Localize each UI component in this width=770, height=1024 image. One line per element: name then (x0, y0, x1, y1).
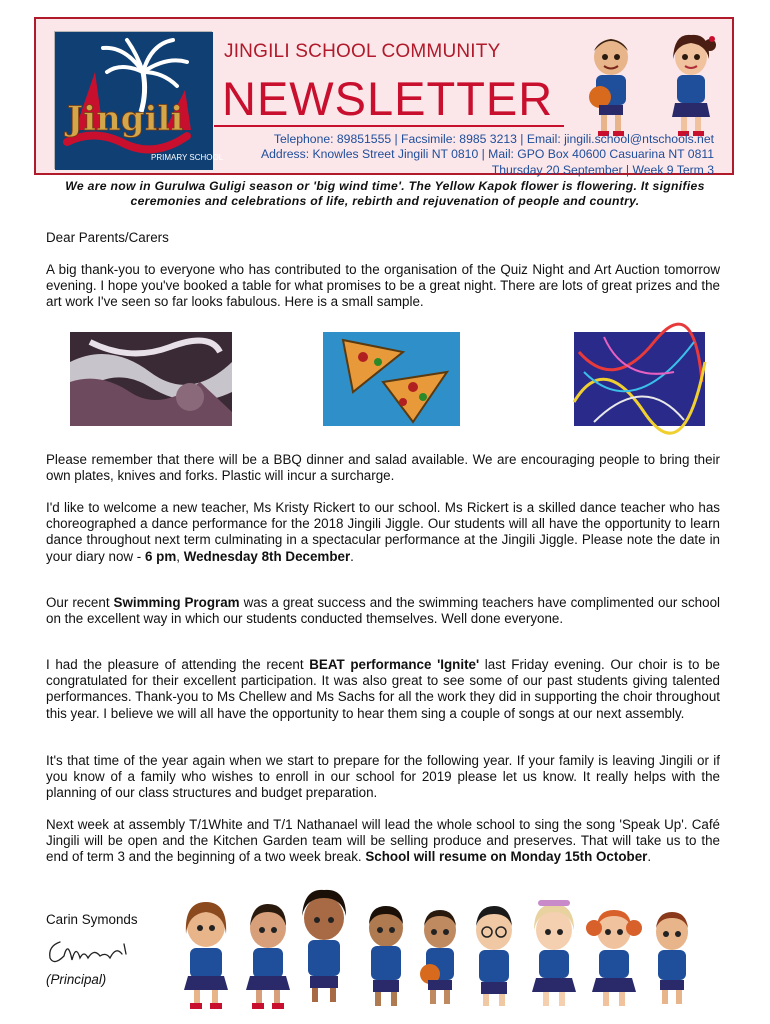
logo-text: Jingili (67, 99, 184, 139)
jiggle-end: . (350, 548, 354, 564)
contact-details (261, 132, 714, 178)
issue-date: Thursday 20 September | Week 9 Term 3 (491, 162, 714, 177)
paragraph-enrolment: It's that time of the year again when we start to prepare for the following year. If your family is leaving Jingili or if you know of a family who wishes to enroll in our school for 2019 please let us know. It really helps with the planning of our class structures and budget preparation. (46, 753, 720, 801)
principal-signature (46, 936, 136, 968)
artwork-photo-splatter (574, 332, 705, 426)
contact-address: Address: Knowles Street Jingili NT 0810 | Mail: GPO Box 40600 Casuarina NT 0811 (261, 147, 714, 162)
logo-subtext: PRIMARY SCHOOL (151, 153, 224, 162)
school-community-title: JINGILI SCHOOL COMMUNITY (224, 41, 501, 62)
season-notice: We are now in Gurulwa Guligi season or 'big wind time'. The Yellow Kapok flower is flowering. It signifies ceremonies and celebrations of life, rebirth and rejuvenation of people and country. (65, 179, 705, 208)
paragraph-swimming (46, 595, 720, 627)
contact-phone-email: Telephone: 89851555 | Facsimile: 8985 3213 | Email: jingili.school@ntschools.net (273, 132, 714, 146)
jiggle-separator: , (176, 548, 184, 564)
beat-title: BEAT performance 'Ignite' (309, 657, 480, 672)
swimming-text: was a great success and the swimming teachers have complimented our school on the excellent way in which our students conducted themselves. Well done everyone. (46, 595, 721, 627)
greeting: Dear Parents/Carers (46, 230, 169, 245)
paragraph-assembly (46, 817, 720, 866)
assembly-text: Next week at assembly T/1White and T/1 Nathanael will lead the whole school to sing the song 'Speak Up'. Café Jingili will be open and the Kitchen Garden team will be selling produce and preserves. That will take us to the end of term 3 and the beginning of a two week break. (46, 817, 720, 865)
student-characters-illustration (176, 890, 706, 1012)
beat-text: last Friday evening. Our choir is to be congratulated for their excellent participation. It was also great to see some of our past students giving talented performances. Thank-you to Ms Chellew and Ms Sachs for all the work they did in supporting the choir throughout this year. I believe we will all have the opportunity to hear them sing a couple of songs at our next assembly. (46, 657, 720, 721)
jiggle-date: Wednesday 8th December (183, 548, 351, 564)
principal-title: (Principal) (46, 972, 107, 987)
beat-intro: I had the pleasure of attending the recent (46, 657, 310, 672)
artwork-photo-pizza (323, 332, 460, 426)
paragraph-quiz-night: A big thank-you to everyone who has contributed to the organisation of the Quiz Night and Art Auction tomorrow evening. I hope you've booked a table for what promises to be a great night. There are lots of great prizes and the art work I've seen so far looks fabulous. Here is a small sample. (46, 262, 720, 310)
girl-illustration (664, 27, 718, 139)
kid-1 (184, 902, 228, 1009)
title-underline (214, 125, 564, 127)
paragraph-new-teacher (46, 500, 720, 565)
principal-name: Carin Symonds (46, 912, 138, 927)
paragraph-beat-performance (46, 657, 720, 722)
swimming-intro: Our recent (46, 595, 114, 610)
swimming-program: Swimming Program (113, 595, 240, 610)
newsletter-header (34, 17, 734, 175)
artwork-photo-abstract (70, 332, 232, 426)
assembly-end: . (647, 849, 652, 865)
paragraph-bbq: Please remember that there will be a BBQ dinner and salad available. We are encouraging people to bring their own plates, knives and forks. Plastic will incur a surcharge. (46, 452, 720, 484)
new-teacher-text: I'd like to welcome a new teacher, Ms Kristy Rickert to our school. Ms Rickert is a skilled dance teacher who has choreographed a dance performance for the 2018 Jingili Jiggle. Our students will all have the opportunity to learn dance throughout next term culminating in a spectacular performance at the Jingili Jiggle. Please note the date in your diary now - (46, 500, 720, 564)
school-resume-date: School will resume on Monday 15th October (365, 849, 648, 865)
school-logo (54, 31, 224, 169)
boy-with-ball-illustration (584, 27, 638, 139)
newsletter-title: NEWSLETTER (222, 72, 554, 125)
jiggle-time: 6 pm (144, 548, 177, 564)
